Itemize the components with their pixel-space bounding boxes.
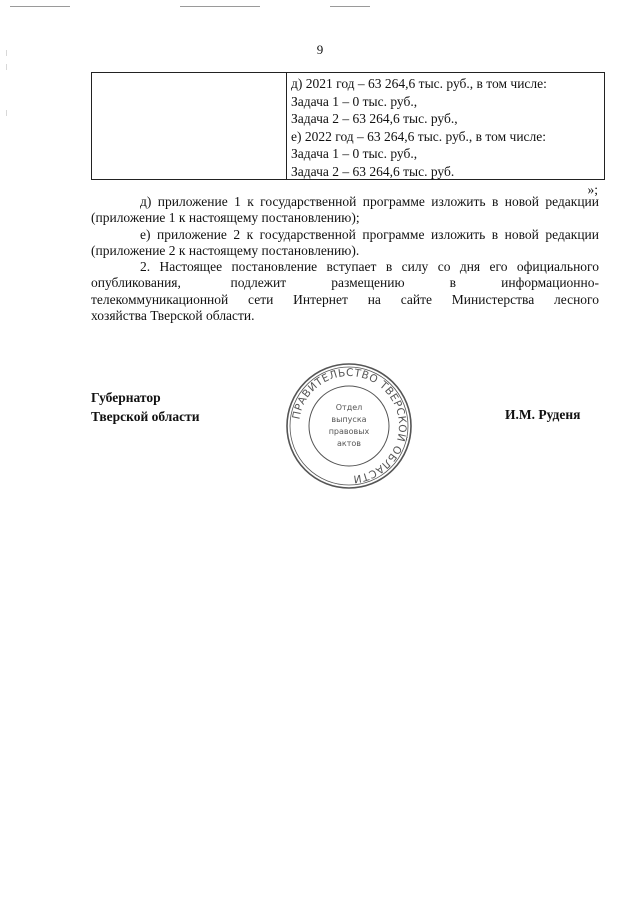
table-cell-funding: [287, 73, 604, 179]
table-cell-empty: [92, 73, 287, 179]
signature-title-line1: Губернатор: [91, 390, 161, 405]
funding-line-2021-task1: Задача 1 – 0 тыс. руб.,: [291, 93, 418, 109]
signature-title-line2: Тверской области: [91, 409, 200, 424]
seal-center-line3: правовых: [328, 427, 370, 436]
seal-ring-text: ПРАВИТЕЛЬСТВО ТВЕРСКОЙ ОБЛАСТИ: [290, 366, 409, 485]
paragraph-2-line1: 2. Настоящее постановление вступает в силу со дня его официального: [140, 259, 599, 275]
funding-line-2021-task2: Задача 2 – 63 264,6 тыс. руб.,: [291, 111, 458, 127]
scan-marks-top: [0, 6, 640, 10]
funding-line-2022: е) 2022 год – 63 264,6 тыс. руб., в том числе:: [291, 128, 547, 144]
signature-title: [91, 388, 200, 426]
signature-name: И.М. Руденя: [505, 407, 581, 422]
body-text: [91, 194, 599, 324]
paragraph-e: е) приложение 2 к государственной программе изложить в новой редакции (приложение 2 к настоящему постановлению).: [91, 226, 599, 258]
paragraph-2-line2: опубликования, подлежит размещению в информационно-: [91, 275, 599, 291]
scan-marks-left: [6, 50, 7, 130]
paragraph-d: д) приложение 1 к государственной программе изложить в новой редакции (приложение 1 к настоящему постановлению);: [91, 194, 599, 226]
official-seal: [285, 362, 413, 490]
budget-table: [91, 72, 605, 180]
seal-center-line4: актов: [336, 439, 362, 448]
seal-center-line1: Отдел: [335, 403, 363, 412]
paragraph-2-line4: хозяйства Тверской области.: [91, 308, 255, 324]
funding-line-2021: д) 2021 год – 63 264,6 тыс. руб., в том числе:: [291, 76, 547, 91]
page-number: 9: [316, 42, 324, 57]
paragraph-2-line3: телекоммуникационной сети Интернет на сайте Министерства лесного: [91, 291, 599, 307]
closing-quote: »;: [587, 182, 598, 197]
funding-line-2022-task2: Задача 2 – 63 264,6 тыс. руб.: [291, 163, 455, 179]
seal-center-line2: выпуска: [331, 415, 367, 424]
funding-line-2022-task1: Задача 1 – 0 тыс. руб.,: [291, 146, 418, 162]
